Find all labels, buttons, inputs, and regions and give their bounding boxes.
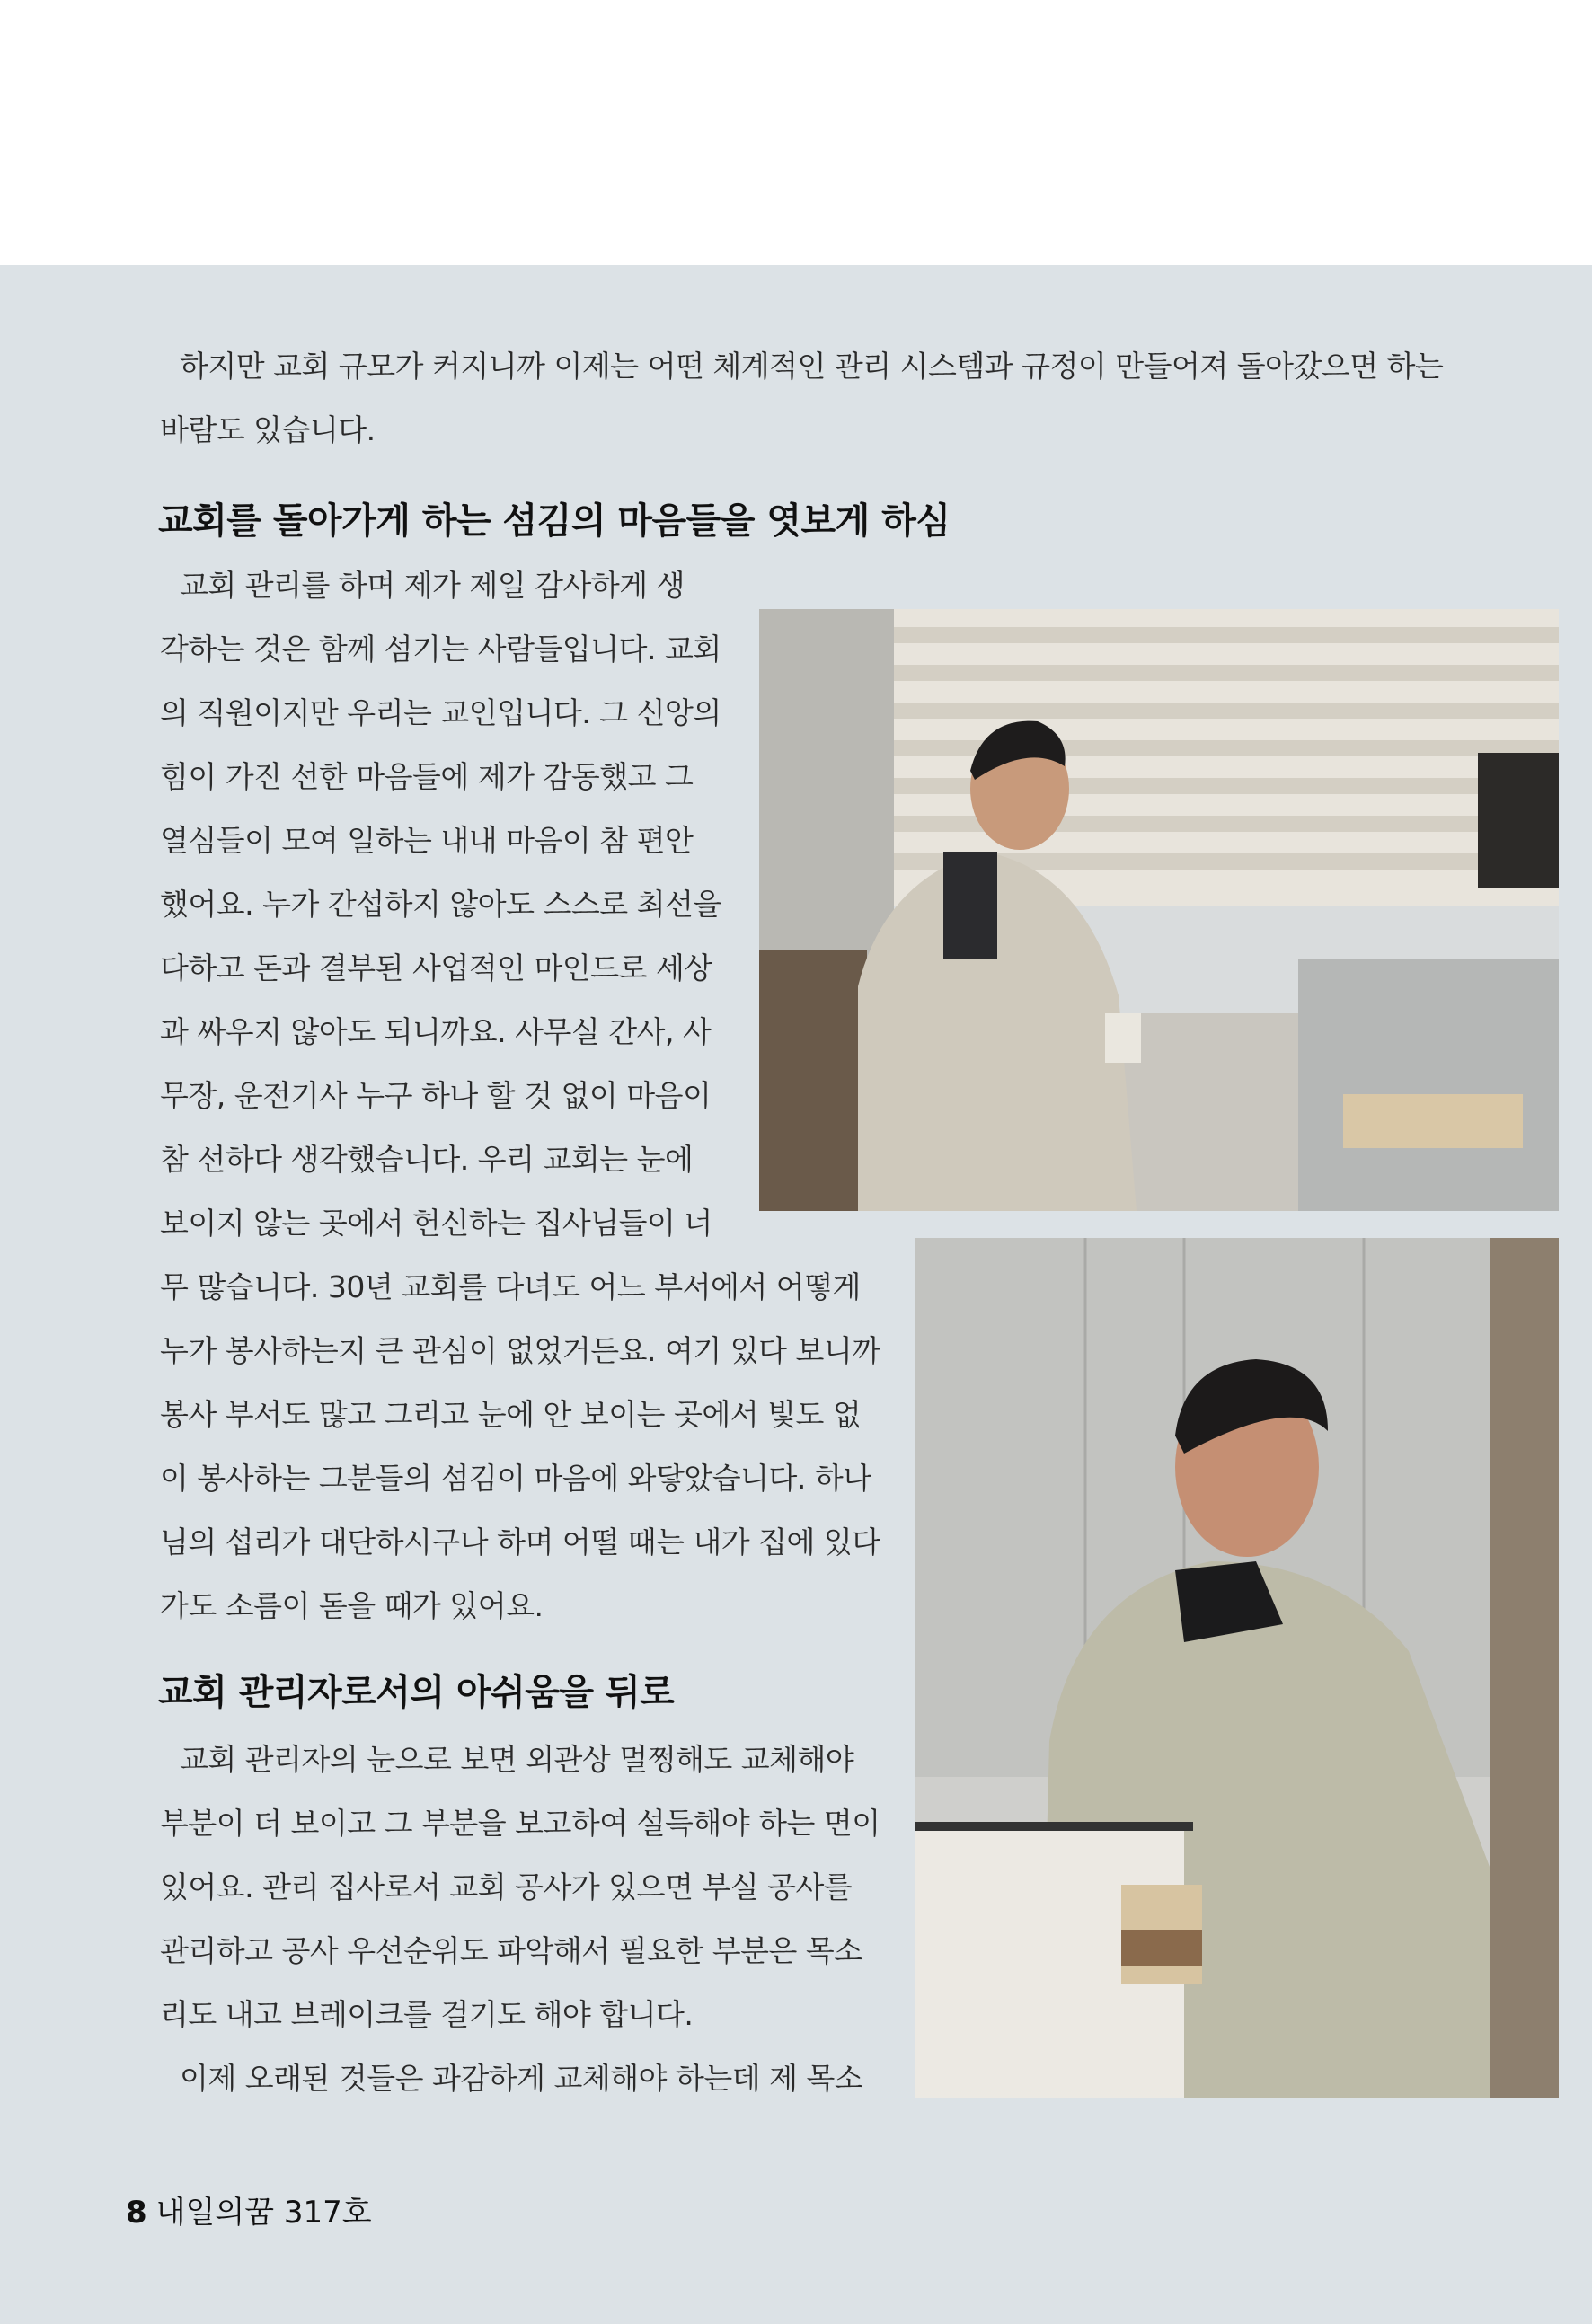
- s1-wide-line-2: 누가 봉사하는지 큰 관심이 없었거든요. 여기 있다 보니까: [160, 1333, 880, 1368]
- s2-line-5: 리도 내고 브레이크를 걸기도 해야 합니다.: [160, 1997, 694, 2032]
- s1-line-7: 다하고 돈과 결부된 사업적인 마인드로 세상: [160, 950, 712, 985]
- page-footer: [126, 2195, 372, 2231]
- s2-line-6: 이제 오래된 것들은 과감하게 교체해야 하는데 제 목소: [180, 2061, 863, 2096]
- s1-line-5: 열심들이 모여 일하는 내내 마음이 참 편안: [160, 823, 694, 858]
- s1-wide-line-1: 무 많습니다. 30년 교회를 다녀도 어느 부서에서 어떻게: [160, 1269, 861, 1304]
- s2-line-4: 관리하고 공사 우선순위도 파악해서 필요한 부분은 목소: [160, 1933, 862, 1968]
- intro-line-2: 바람도 있습니다.: [160, 412, 376, 447]
- section2-heading: 교회 관리자로서의 아쉬움을 뒤로: [158, 1672, 675, 1713]
- s2-line-3: 있어요. 관리 집사로서 교회 공사가 있으면 부실 공사를: [160, 1869, 853, 1904]
- s2-line-2: 부분이 더 보이고 그 부분을 보고하여 설득해야 하는 면이: [160, 1806, 880, 1841]
- s1-wide-line-6: 가도 소름이 돋을 때가 있어요.: [160, 1588, 544, 1623]
- s1-line-4: 힘이 가진 선한 마음들에 제가 감동했고 그: [160, 759, 694, 794]
- section1-heading: 교회를 돌아가게 하는 섬김의 마음들을 엿보게 하심: [158, 500, 951, 542]
- s1-wide-line-4: 이 봉사하는 그분들의 섬김이 마음에 와닿았습니다. 하나: [160, 1461, 871, 1496]
- s1-line-1: 교회 관리를 하며 제가 제일 감사하게 생: [180, 568, 685, 603]
- intro-line-1: 하지만 교회 규모가 커지니까 이제는 어떤 체계적인 관리 시스템과 규정이 만들어져 돌아갔으면 하는: [180, 349, 1444, 384]
- s1-wide-line-3: 봉사 부서도 많고 그리고 눈에 안 보이는 곳에서 빛도 없: [160, 1397, 862, 1432]
- page-number: 8: [126, 2195, 147, 2231]
- smiling-man-photo: [915, 1238, 1559, 2098]
- s1-line-2: 각하는 것은 함께 섬기는 사람들입니다. 교회: [160, 632, 721, 667]
- s1-line-11: 보이지 않는 곳에서 헌신하는 집사님들이 너: [160, 1206, 712, 1241]
- magazine-issue: 내일의꿈 317호: [155, 2195, 372, 2231]
- man-by-window-photo: [759, 609, 1559, 1211]
- s2-line-1: 교회 관리자의 눈으로 보면 외관상 멀쩡해도 교체해야: [180, 1742, 854, 1777]
- s1-line-6: 했어요. 누가 간섭하지 않아도 스스로 최선을: [160, 887, 721, 922]
- s1-line-3: 의 직원이지만 우리는 교인입니다. 그 신앙의: [160, 695, 721, 730]
- s1-line-10: 참 선하다 생각했습니다. 우리 교회는 눈에: [160, 1142, 694, 1177]
- s1-line-9: 무장, 운전기사 누구 하나 할 것 없이 마음이: [160, 1078, 712, 1113]
- s1-line-8: 과 싸우지 않아도 되니까요. 사무실 간사, 사: [160, 1014, 712, 1049]
- s1-wide-line-5: 님의 섭리가 대단하시구나 하며 어떨 때는 내가 집에 있다: [160, 1524, 880, 1560]
